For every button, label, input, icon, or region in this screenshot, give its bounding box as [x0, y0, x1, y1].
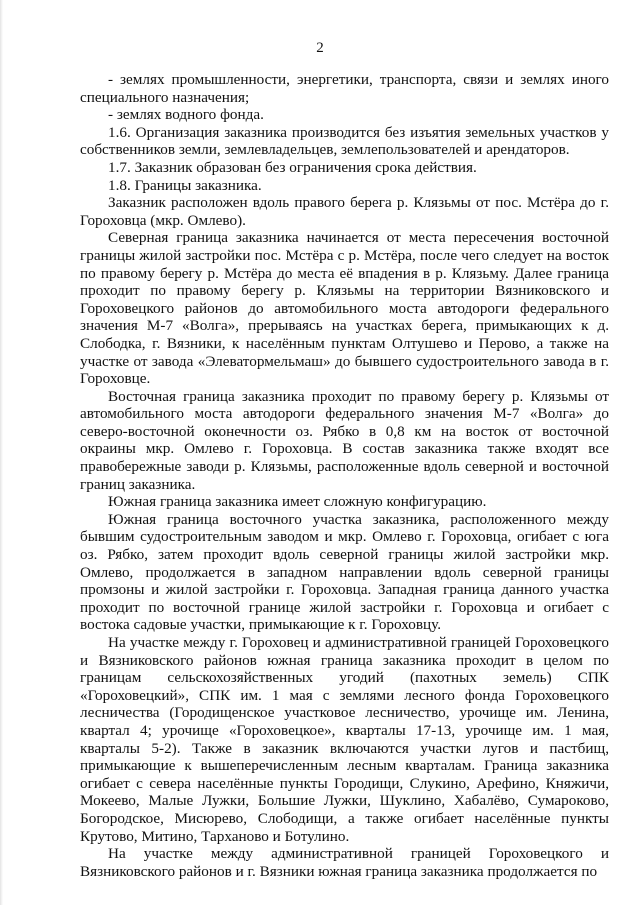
paragraph-south-boundary-east: Южная граница восточного участка заказника, расположенного между бывшим судостроительным заводом и мкр. Омлево г. Гороховца, огибает с юга оз. Рябко, затем проходит вдоль северной границы жилой застройки мкр. Омлево, продолжается в западном направлении вдоль северной границы промзоны и жилой застройки г. Гороховца. Западная граница данного участка проходит по восточной границе жилой застройки г. Гороховца и огибает с востока садовые участки, примыкающие к г. Гороховцу. — [80, 510, 609, 634]
paragraph-south-boundary-middle: На участке между г. Гороховец и административной границей Гороховецкого и Вязниковского районов южная граница заказника проходит в целом по границам сельскохозяйственных угодий (пахотных земель) СПК «Гороховецкий», СПК им. 1 мая с землями лесного фонда Гороховецкого лесничества (Городищенское участковое лесничество, урочище им. Ленина, квартал 4; урочище «Гороховецкое», кварталы 17-13, урочище им. 1 мая, кварталы 5-2). Также в заказник включаются участки лугов и пастбищ, примыкающие к вышеперечисленным лесным кварталам. Граница заказника огибает с севера населённые пункты Городищи, Слукино, Арефино, Княжичи, Мокеево, Малые Лужки, Большие Лужки, Шуклино, Хабалёво, Сумароково, Богородское, Мисюрево, Слободищи, а также огибает населённые пункты Крутово, Митино, Тарханово и Ботулино. — [80, 634, 609, 845]
paragraph-1-6: 1.6. Организация заказника производится без изъятия земельных участков у собственников земли, землевладельцев, землепользователей и арендаторов. — [80, 123, 609, 159]
paragraph-location: Заказник расположен вдоль правого берега р. Клязьмы от пос. Мстёра до г. Гороховца (мкр. Омлево). — [80, 194, 609, 229]
paragraph-east-boundary: Восточная граница заказника проходит по правому берегу р. Клязьмы от автомобильного моста автодороги федерального значения М-7 «Волга» до северо-восточной оконечности оз. Рябко в 0,8 км на восток от восточной окраины мкр. Омлево г. Гороховца. В состав заказника также входят все правобережные заводи р. Клязьмы, расположенные вдоль северной и восточной границ заказника. — [80, 387, 609, 493]
paragraph-north-boundary: Северная граница заказника начинается от места пересечения восточной границы жилой застройки пос. Мстёра с р. Мстёра, после чего следует на восток по правому берегу р. Мстёра до места её впадения в р. Клязьму. Далее граница проходит по правому берегу р. Клязьмы на территории Вязниковского и Гороховецкого районов до автомобильного моста автодороги федерального значения М-7 «Волга», прерываясь на участках берега, примыкающих к д. Слободка, г. Вязники, к населённым пунктам Олтушево и Перово, а также на участке от завода «Элеватормельмаш» до бывшего судостроительного завода в г. Гороховце. — [80, 229, 609, 388]
paragraph-land-categories: - землях промышленности, энергетики, транспорта, связи и землях иного специального назначения; — [80, 71, 609, 106]
paragraph-south-boundary-west: На участке между административной границей Гороховецкого и Вязниковского районов и г. Вязники южная граница заказника продолжается по — [80, 845, 609, 880]
scan-edge-shadow — [0, 0, 3, 905]
paragraph-south-boundary-intro: Южная граница заказника имеет сложную конфигурацию. — [108, 493, 487, 511]
paragraph-water-fund: - землях водного фонда. — [108, 106, 264, 124]
document-body — [80, 71, 609, 880]
paragraph-1-7: 1.7. Заказник образован без ограничения срока действия. — [108, 158, 477, 176]
paragraph-1-8: 1.8. Границы заказника. — [108, 176, 262, 194]
page-number: 2 — [316, 40, 324, 56]
